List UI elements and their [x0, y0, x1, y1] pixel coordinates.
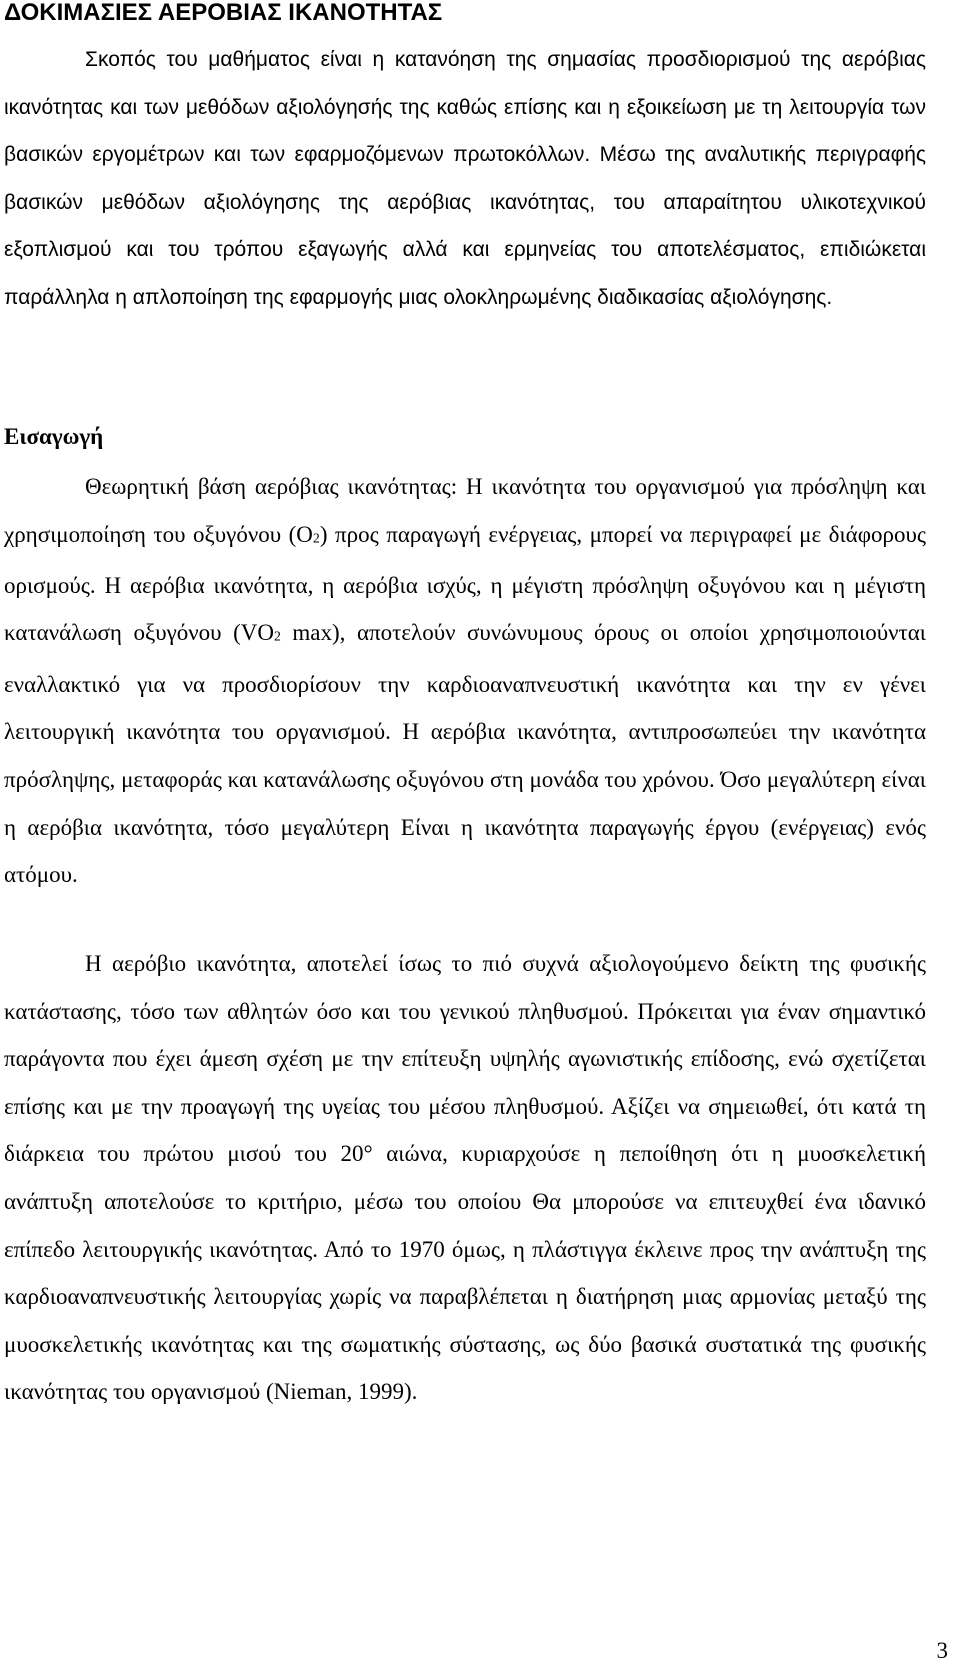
aerobic-importance-paragraph: Η αερόβιο ικανότητα, αποτελεί ίσως το πιό συχνά αξιολογούμενο δείκτη της φυσικής κατάστασης, τόσο των αθλητών όσο και του γενικού πληθυσμού. Πρόκειται για έναν σημαντικό παράγοντα που έχει άμεση σχέση με την επίτευξη υψηλής αγωνιστικής επίδοσης, ενώ σχετίζεται επίσης και με την προαγωγή της υγείας του μέσου πληθυσμού. Αξίζει να σημειωθεί, ότι κατά τη διάρκεια του πρώτου μισού του 20° αιώνα, κυριαρχούσε η πεποίθηση ότι η μυοσκελετική ανάπτυξη αποτελούσε το κριτήριο, μέσω του οποίου Θα μπορούσε να επιτευχθεί ένα ιδανικό επίπεδο λειτουργικής ικανότητας. Από το 1970 όμως, η πλάστιγγα έκλεινε προς την ανάπτυξη της καρδιοαναπνευστικής λειτουργίας χωρίς να παραβλέπεται η διατήρηση μιας αρμονίας μεταξύ της μυοσκελετικής ικανότητας και της σωματικής σύστασης, ως δύο βασικά συστατικά της φυσικής ικανότητας του οργανισμού (Nieman, 1999). [4, 951, 926, 1405]
theory-text-part-b: ) προς παραγωγή ενέργειας, μπορεί να περιγραφεί με διάφορους ορισμούς. Η αερόβια ικανότητα, η αερόβια ισχύς, η μέγιστη πρόσληψη οξυγόνου και η μέγιστη κατανάλωση οξυγόνου (VO [4, 521, 926, 646]
vo2-subscript: 2 [273, 629, 281, 645]
theory-text-part-c: max), αποτελούν συνώνυμους όρους οι οποίοι χρησιμοποιούνται εναλλακτικό για να προσδιορίσουν την καρδιοαναπνευστική ικανότητα και την εν γένει λειτουργική ικανότητα του οργανισμού. Η αερόβια ικανότητα, αντιπροσωπεύει την ικανότητα πρόσληψης, μεταφοράς και κατανάλωσης οξυγόνου στη μονάδα του χρόνου. Όσο μεγαλύτερη είναι η αερόβια ικανότητα, τόσο μεγαλύτερη Είναι η ικανότητα παραγωγής έργου (ενέργειας) ενός ατόμου. [4, 620, 926, 888]
intro-paragraph: Σκοπός του μαθήματος είναι η κατανόηση της σημασίας προσδιορισμού της αερόβιας ικανότητας και των μεθόδων αξιολόγησής της καθώς επίσης και η εξοικείωση με τη λειτουργία των βασικών εργομέτρων και των εφαρμοζόμενων πρωτοκόλλων. Μέσω της αναλυτικής περιγραφής βασικών μεθόδων αξιολόγησης της αερόβιας ικανότητας, του απαραίτητου υλικοτεχνικού εξοπλισμού και του τρόπου εξαγωγής αλλά και ερμηνείας του αποτελέσματος, επιδιώκεται παράλληλα η απλοποίηση της εφαρμογής μιας ολοκληρωμένης διαδικασίας αξιολόγησης. [4, 48, 926, 309]
theory-text-part-a: Θεωρητική βάση αερόβιας ικανότητας: Η ικανότητα του οργανισμού για πρόσληψη και χρησιμοποίηση του οξυγόνου (O [4, 474, 926, 547]
section-heading: Εισαγωγή [4, 424, 104, 449]
theory-paragraph [4, 463, 926, 899]
o2-subscript: 2 [312, 530, 320, 546]
document-title: ΔΟΚΙΜΑΣΙΕΣ ΑΕΡΟΒΙΑΣ ΙΚΑΝΟΤΗΤΑΣ [4, 0, 443, 26]
page-number: 3 [936, 1638, 948, 1663]
